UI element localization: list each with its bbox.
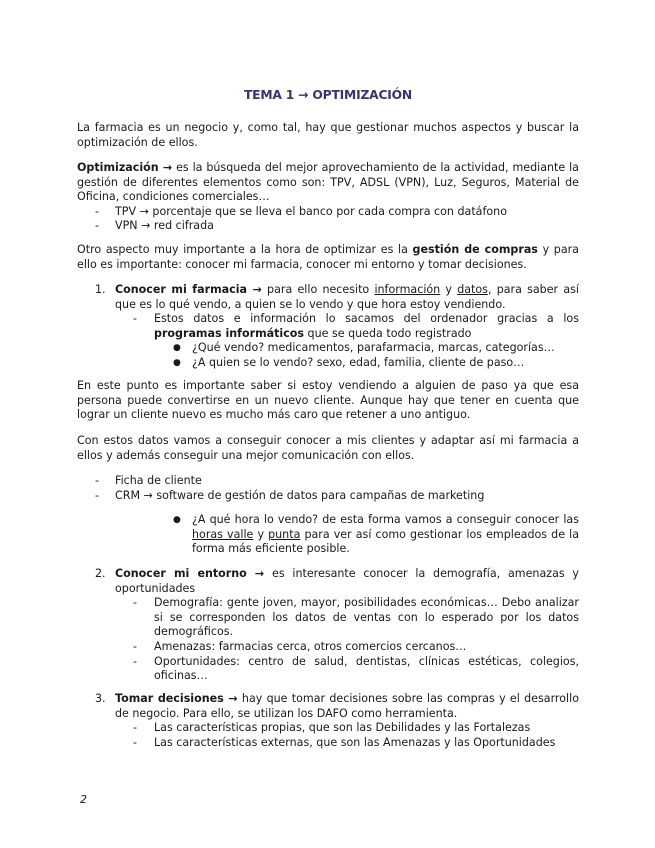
section-2-sublist	[77, 596, 579, 684]
section-2-heading	[77, 567, 579, 596]
section-1-sublist	[77, 312, 579, 341]
hora-text: para ver así como gestionar los empleados de la forma más eficiente posible.	[192, 527, 579, 556]
section-1-bullets	[77, 341, 579, 370]
list-item: - TPV → porcentaje que se lleva el banco por cada compra con datáfono	[77, 205, 579, 220]
underlined-informacion: información	[374, 283, 441, 296]
section-1-number: 1.	[95, 283, 106, 296]
page-number: 2	[80, 793, 87, 806]
list-item: - CRM → software de gestión de datos para campañas de marketing	[77, 489, 579, 504]
paso-paragraph: En este punto es importante saber si estoy vendiendo a alguien de paso ya que esa persona puede convertirse en un nuevo cliente. Aunque hay que tener en cuenta que lograr un cliente nuevo es mucho más caro que retener a uno antiguo.	[77, 379, 579, 422]
compras-bold: gestión de compras	[412, 243, 538, 256]
section-3-number: 3.	[95, 692, 106, 705]
hora-text: ¿A qué hora lo vendo? de esta forma vamos a conseguir conocer las	[192, 513, 579, 526]
optimizacion-list	[77, 205, 579, 234]
section-1-term: Conocer mi farmacia →	[115, 283, 262, 296]
section-1-text: , para saber así que es lo qué vendo, a quien se lo vendo y que hora estoy vendiendo.	[115, 283, 579, 311]
list-item: - Ficha de cliente	[77, 474, 579, 489]
ficha-list	[77, 474, 579, 503]
intro-paragraph: La farmacia es un negocio y, como tal, hay que gestionar muchos aspectos y buscar la optimización de ellos.	[77, 121, 579, 149]
optimizacion-text: es la búsqueda del mejor aprovechamiento de la actividad, mediante la gestión de diferentes elementos como son: TPV, ADSL (VPN), Luz, Seguros, Material de Oficina, condiciones comerciales…	[77, 161, 579, 204]
list-item: - Las características propias, que son las Debilidades y las Fortalezas	[77, 721, 579, 736]
underlined-horas-valle: horas valle	[192, 527, 254, 541]
compras-text-pre: Otro aspecto muy importante a la hora de optimizar es la	[77, 243, 413, 256]
page-title: TEMA 1 → OPTIMIZACIÓN	[243, 88, 413, 102]
section-3-term: Tomar decisiones →	[115, 692, 238, 705]
programas-bold: programas informáticos	[154, 326, 305, 340]
list-item	[77, 312, 579, 341]
datos-paragraph: Con estos datos vamos a conseguir conocer a mis clientes y adaptar así mi farmacia a ellos y además conseguir una mejor comunicación con ellos.	[77, 434, 579, 462]
section-2-text: es interesante conocer la demografía, amenazas y oportunidades	[115, 567, 579, 595]
list-item: - Amenazas: farmacias cerca, otros comercios cercanos…	[77, 640, 579, 655]
hora-text: y	[253, 527, 269, 541]
compras-text-post: y para ello es importante: conocer mi farmacia, conocer mi entorno y tomar decisiones.	[77, 243, 579, 271]
section-3-sublist	[77, 721, 579, 750]
optimizacion-section	[77, 161, 579, 234]
underlined-punta: punta	[268, 527, 301, 541]
section-1-text: para ello necesito	[261, 283, 375, 296]
sub-text: que se queda todo registrado	[304, 326, 472, 340]
section-2-number: 2.	[95, 567, 106, 580]
section-3	[77, 692, 579, 750]
section-3-heading	[77, 692, 579, 721]
optimizacion-term: Optimización →	[77, 161, 173, 174]
list-item: - Las características externas, que son las Amenazas y las Oportunidades	[77, 736, 579, 751]
list-item: - VPN → red cifrada	[77, 219, 579, 234]
compras-paragraph	[77, 243, 579, 272]
bullet-item: ● ¿Qué vendo? medicamentos, parafarmacia, marcas, categorías…	[77, 341, 579, 356]
section-2-term: Conocer mi entorno →	[115, 567, 265, 580]
sub-text: Estos datos e información lo sacamos del ordenador gracias a los	[154, 312, 579, 326]
hora-list	[77, 513, 579, 557]
section-1-text: y	[440, 283, 458, 296]
list-item: - Oportunidades: centro de salud, dentistas, clínicas estéticas, colegios, oficinas…	[77, 655, 579, 684]
underlined-datos: datos	[457, 283, 488, 296]
bullet-item	[77, 513, 579, 557]
list-item: - Demografía: gente joven, mayor, posibilidades económicas… Debo analizar si se corresponden los datos de ventas con lo esperado por los datos demográficos.	[77, 596, 579, 640]
optimizacion-definition	[77, 161, 579, 205]
bullet-item: ● ¿A quien se lo vendo? sexo, edad, familia, cliente de paso…	[77, 356, 579, 371]
section-3-text: hay que tomar decisiones sobre las compras y el desarrollo de negocio. Para ello, se utilizan los DAFO como herramienta.	[115, 692, 579, 720]
section-1	[77, 283, 579, 371]
section-2	[77, 567, 579, 684]
section-1-heading	[77, 283, 579, 312]
